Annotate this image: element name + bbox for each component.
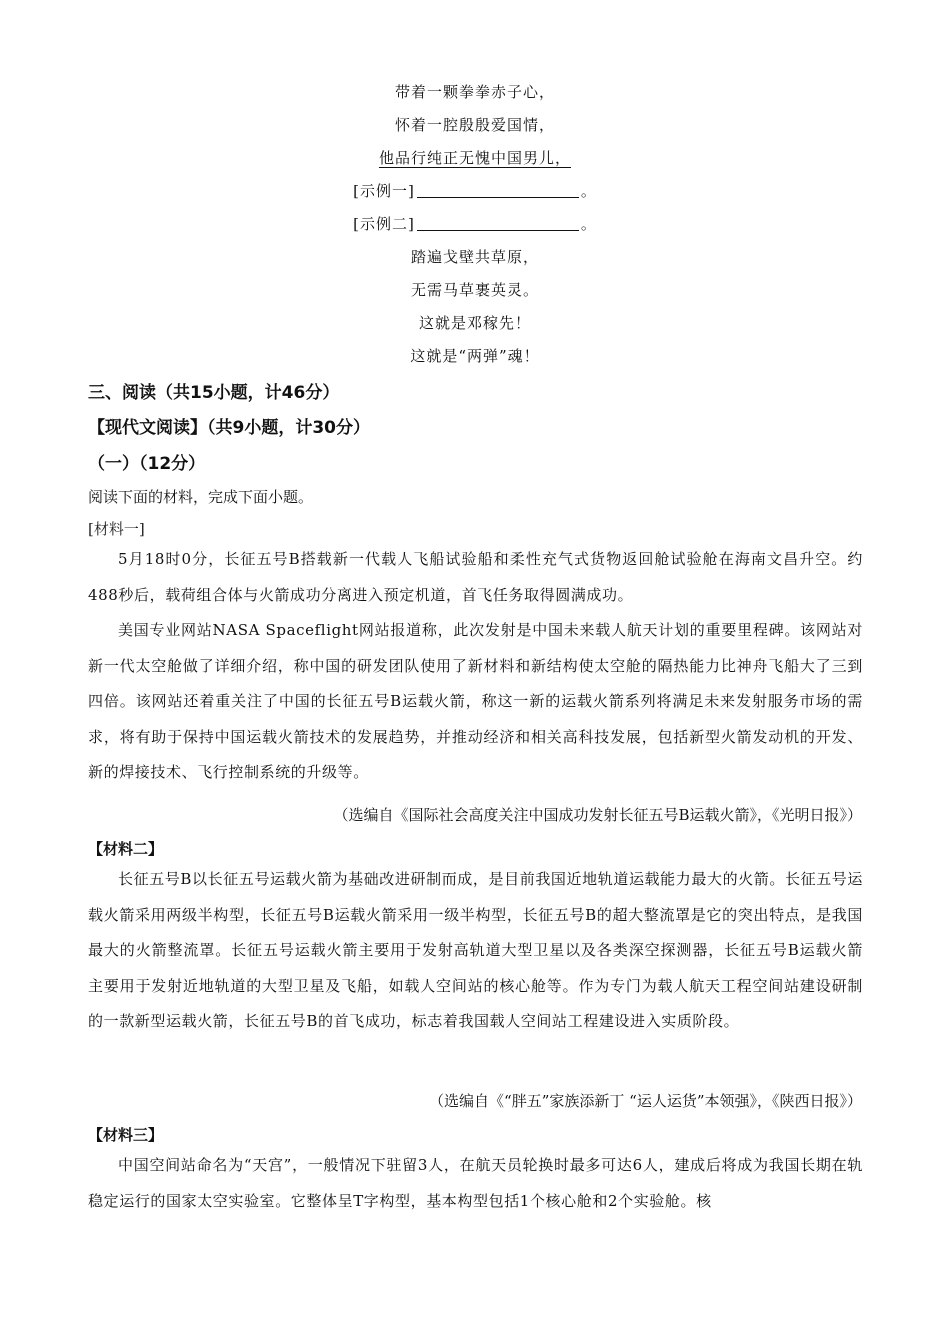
poem-line: 怀着一腔殷殷爱国情， <box>394 116 555 134</box>
poem-line: 这就是邓稼先！ <box>418 314 531 332</box>
poem-line: 这就是“两弹”魂！ <box>410 347 540 365</box>
material-two-label: 【材料二】 <box>88 840 164 858</box>
poem-line-text: 他品行纯正无愧中国男儿， <box>378 149 571 167</box>
poem-line: 带着一颗拳拳赤子心， <box>394 83 555 101</box>
answer-blank-two[interactable] <box>417 212 579 231</box>
part-title: （一）（12分） <box>88 454 206 474</box>
section-subtitle: 【现代文阅读】（共9小题，计30分） <box>88 418 370 438</box>
example-one-label: [示例一] <box>353 182 415 200</box>
material-three-label: 【材料三】 <box>88 1126 164 1144</box>
example-two-label: [示例二] <box>353 215 415 233</box>
material-one-label: [材料一] <box>88 520 145 538</box>
example-two-row <box>0 208 950 241</box>
material-one-paragraph-1: 5月18时0分，长征五号B搭载新一代载人飞船试验船和柔性充气式货物返回舱试验舱在海南文昌升空。约488秒后，载荷组合体与火箭成功分离进入预定机道，首飞任务取得圆满成功。 <box>88 550 863 604</box>
material-one-paragraph-2: 美国专业网站NASA Spaceflight网站报道称，此次发射是中国未来载人航天计划的重要里程碑。该网站对新一代太空舱做了详细介绍，称中国的研发团队使用了新材料和新结构使太空舱的隔热能力比神舟飞船大了三到四倍。该网站还着重关注了中国的长征五号B运载火箭，称这一新的运载火箭系列将满足未来发射服务市场的需求，将有助于保持中国运载火箭技术的发展趋势，并推动经济和相关高科技发展，包括新型火箭发动机的开发、新的焊接技术、飞行控制系统的升级等。 <box>88 621 863 781</box>
instruction: 阅读下面的材料，完成下面小题。 <box>88 488 314 506</box>
poem <box>0 76 950 373</box>
poem-line: 无需马草裹英灵。 <box>410 281 539 299</box>
material-one-source: （选编自《国际社会高度关注中国成功发射长征五号B运载火箭》，《光明日报》） <box>333 806 862 824</box>
example-end-mark: 。 <box>580 182 597 200</box>
section-title: 三、阅读（共15小题，计46分） <box>88 383 340 403</box>
answer-blank-one[interactable] <box>417 179 579 198</box>
material-two-paragraph: 长征五号B以长征五号运载火箭为基础改进研制而成，是目前我国近地轨道运载能力最大的火箭。长征五号运载火箭采用两级半构型，长征五号B运载火箭采用一级半构型，长征五号B的超大整流罩是它的突出特点，是我国最大的火箭整流罩。长征五号运载火箭主要用于发射高轨道大型卫星以及各类深空探测器，长征五号B运载火箭主要用于发射近地轨道的大型卫星及飞船，如载人空间站的核心舱等。作为专门为载人航天工程空间站建设研制的一款新型运载火箭，长征五号B的首飞成功，标志着我国载人空间站工程建设进入实质阶段。 <box>88 870 863 1030</box>
example-end-mark: 。 <box>580 215 597 233</box>
material-three-paragraph: 中国空间站命名为“天宫”，一般情况下驻留3人，在航天员轮换时最多可达6人，建成后将成为我国长期在轨稳定运行的国家太空实验室。它整体呈T字构型，基本构型包括1个核心舱和2个实验舱。核 <box>88 1156 863 1210</box>
poem-line-underlined <box>0 142 950 175</box>
material-two-source: （选编自《“胖五”家族添新丁 “运人运货”本领强》，《陕西日报》） <box>429 1092 862 1110</box>
example-one-row <box>0 175 950 208</box>
poem-line: 踏遍戈壁共草原， <box>410 248 539 266</box>
